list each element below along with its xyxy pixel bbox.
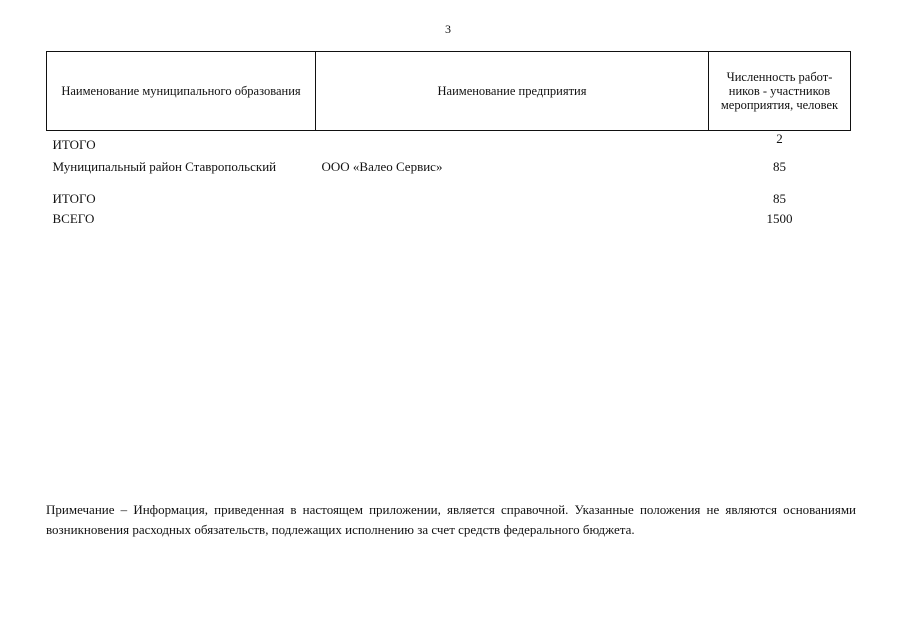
header-municipality: Наименование муниципального образования (47, 52, 316, 131)
cell-municipality: ИТОГО (52, 137, 96, 152)
page-number: 3 (445, 22, 451, 36)
table-row (47, 153, 851, 180)
header-enterprise: Наименование предприятия (316, 52, 709, 131)
cell-enterprise: ООО «Валео Сервис» (321, 158, 443, 174)
data-table (46, 51, 851, 230)
cell-count: 85 (773, 158, 786, 174)
table-row (47, 131, 851, 154)
cell-enterprise (316, 131, 709, 154)
cell-municipality: Муниципальный район Ставропольский (52, 158, 277, 174)
cell-municipality: ИТОГО (52, 191, 96, 206)
cell-enterprise (316, 207, 709, 230)
cell-count: 1500 (766, 210, 793, 226)
header-participants: Численность работ-ников - участников мероприятия, человек (709, 52, 851, 131)
cell-count: 85 (773, 191, 786, 206)
table-header (47, 52, 851, 131)
footnote: Примечание – Информация, приведенная в настоящем приложении, является справочной. Указанные положения не являются основаниями возникновения расходных обязательств, подлежащих исполнению за счет средств федерального бюджета. (46, 502, 856, 537)
table-row (47, 180, 851, 207)
cell-municipality: ВСЕГО (52, 210, 95, 226)
cell-enterprise (316, 180, 709, 207)
table-row (47, 207, 851, 230)
cell-count: 2 (776, 131, 783, 146)
